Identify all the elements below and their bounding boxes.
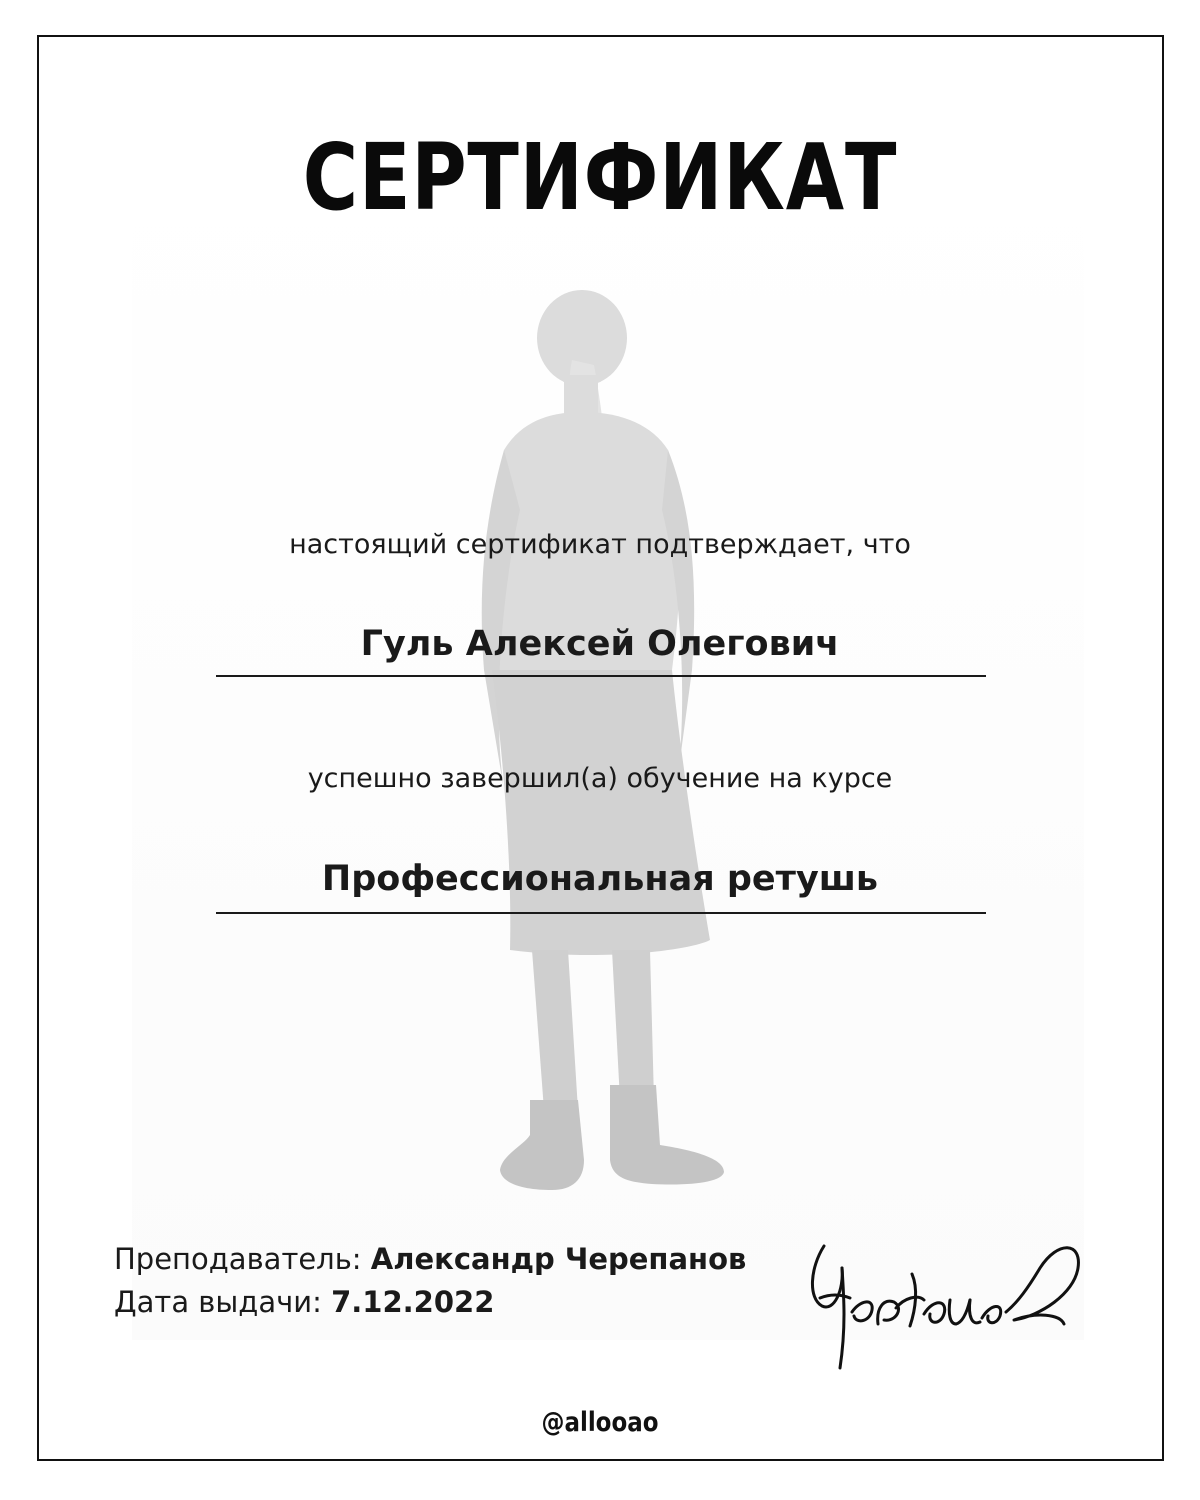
teacher-label: Преподаватель:	[114, 1242, 362, 1276]
issue-date-line	[114, 1284, 494, 1320]
recipient-name: Гуль Алексей Олегович	[360, 624, 840, 664]
date-label: Дата выдачи:	[114, 1285, 322, 1319]
course-name: Профессиональная ретушь	[321, 859, 879, 899]
course-underline	[216, 912, 986, 914]
issue-date: 7.12.2022	[331, 1285, 495, 1319]
intro-text: настоящий сертификат подтверждает, что	[289, 529, 911, 560]
completion-text: успешно завершил(а) обучение на курсе	[307, 763, 893, 794]
social-handle: @allooao	[541, 1407, 659, 1438]
teacher-name: Александр Черепанов	[370, 1242, 747, 1276]
signature	[800, 1228, 1090, 1388]
teacher-line	[114, 1241, 746, 1277]
background-photo	[132, 150, 1084, 1340]
recipient-underline	[216, 675, 986, 677]
certificate-title: СЕРТИФИКАТ	[302, 124, 898, 231]
